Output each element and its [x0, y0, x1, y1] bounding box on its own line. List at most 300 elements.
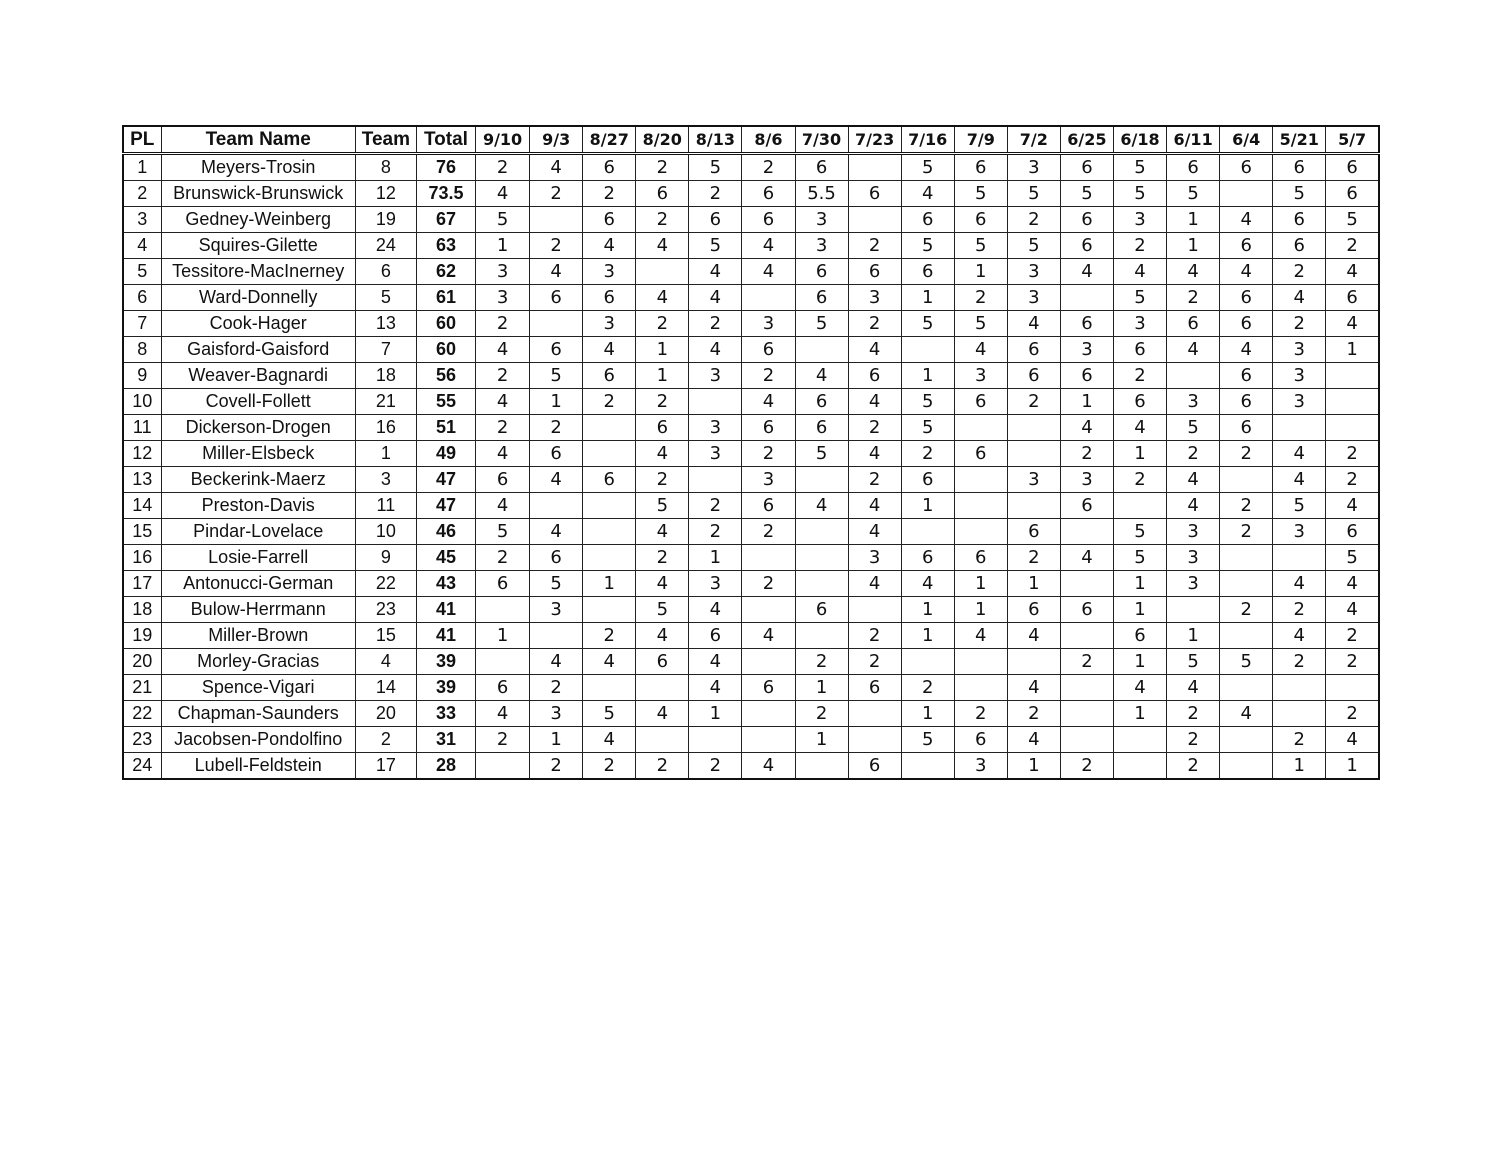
score-cell: 5 [636, 597, 689, 623]
score-cell: 2 [636, 467, 689, 493]
score-cell: 5 [1113, 181, 1166, 207]
score-cell [1273, 545, 1326, 571]
score-cell: 2 [476, 415, 530, 441]
score-cell: 2 [1273, 311, 1326, 337]
score-cell [583, 545, 636, 571]
score-cell: 5 [795, 311, 848, 337]
score-cell: 4 [636, 623, 689, 649]
score-cell [954, 519, 1007, 545]
team-name-cell: Chapman-Saunders [161, 701, 355, 727]
score-cell: 6 [848, 363, 901, 389]
score-cell: 1 [901, 285, 954, 311]
score-cell: 6 [530, 441, 583, 467]
score-cell: 3 [1167, 571, 1220, 597]
score-cell: 3 [848, 545, 901, 571]
score-cell: 2 [636, 389, 689, 415]
score-cell: 4 [530, 467, 583, 493]
score-cell: 1 [1167, 623, 1220, 649]
place-cell: 2 [123, 181, 161, 207]
score-cell: 4 [1326, 727, 1379, 753]
score-cell [848, 207, 901, 233]
score-cell: 5 [901, 389, 954, 415]
score-cell: 4 [689, 649, 742, 675]
score-cell: 1 [901, 701, 954, 727]
score-cell: 4 [1167, 675, 1220, 701]
score-cell: 6 [954, 154, 1007, 181]
score-cell: 2 [848, 649, 901, 675]
score-cell: 2 [530, 675, 583, 701]
table-row [123, 389, 1379, 415]
score-cell: 6 [583, 154, 636, 181]
team-number-cell: 4 [355, 649, 416, 675]
team-number-cell: 21 [355, 389, 416, 415]
score-cell: 3 [583, 259, 636, 285]
score-cell [530, 207, 583, 233]
score-cell: 2 [689, 753, 742, 780]
score-cell: 1 [636, 337, 689, 363]
score-cell: 1 [901, 597, 954, 623]
score-cell: 4 [1273, 285, 1326, 311]
score-cell: 2 [636, 311, 689, 337]
team-name-cell: Beckerink-Maerz [161, 467, 355, 493]
score-cell: 4 [476, 337, 530, 363]
team-name-cell: Jacobsen-Pondolfino [161, 727, 355, 753]
team-name-cell: Dickerson-Drogen [161, 415, 355, 441]
score-cell [795, 623, 848, 649]
score-cell [954, 493, 1007, 519]
total-cell: 41 [416, 597, 475, 623]
score-cell: 3 [476, 285, 530, 311]
table-row [123, 753, 1379, 780]
score-cell [636, 727, 689, 753]
team-number-cell: 15 [355, 623, 416, 649]
score-cell: 2 [1167, 441, 1220, 467]
total-cell: 39 [416, 649, 475, 675]
score-cell: 6 [1060, 311, 1113, 337]
score-cell: 2 [476, 311, 530, 337]
score-cell [954, 649, 1007, 675]
score-cell: 5 [954, 181, 1007, 207]
score-cell: 6 [1060, 493, 1113, 519]
score-cell: 5 [1007, 181, 1060, 207]
place-cell: 12 [123, 441, 161, 467]
score-cell: 4 [476, 181, 530, 207]
score-cell: 3 [1273, 519, 1326, 545]
column-header: Team Name [161, 126, 355, 154]
column-header: 8/27 [583, 126, 636, 154]
score-cell: 2 [583, 623, 636, 649]
score-cell: 6 [1273, 154, 1326, 181]
score-cell: 4 [901, 181, 954, 207]
score-cell: 2 [689, 493, 742, 519]
score-cell: 2 [795, 701, 848, 727]
score-cell: 4 [476, 441, 530, 467]
table-row [123, 493, 1379, 519]
total-cell: 60 [416, 311, 475, 337]
column-header: 8/20 [636, 126, 689, 154]
score-cell: 4 [742, 233, 795, 259]
table-row [123, 571, 1379, 597]
total-cell: 39 [416, 675, 475, 701]
place-cell: 17 [123, 571, 161, 597]
total-cell: 41 [416, 623, 475, 649]
score-cell: 2 [742, 441, 795, 467]
score-cell: 4 [583, 727, 636, 753]
score-cell: 4 [1007, 311, 1060, 337]
column-header: 8/6 [742, 126, 795, 154]
score-cell [1220, 623, 1273, 649]
score-cell [530, 623, 583, 649]
score-cell: 1 [901, 363, 954, 389]
score-cell: 4 [1326, 597, 1379, 623]
score-cell: 6 [1220, 415, 1273, 441]
score-cell: 1 [1113, 649, 1166, 675]
score-cell: 2 [742, 154, 795, 181]
team-name-cell: Lubell-Feldstein [161, 753, 355, 780]
score-cell: 2 [1326, 467, 1379, 493]
header-row [123, 126, 1379, 154]
score-cell: 1 [901, 623, 954, 649]
score-cell: 4 [1007, 675, 1060, 701]
score-cell: 6 [583, 363, 636, 389]
score-cell [530, 311, 583, 337]
score-cell: 4 [1220, 337, 1273, 363]
total-cell: 31 [416, 727, 475, 753]
score-cell: 6 [1007, 337, 1060, 363]
score-cell: 2 [476, 363, 530, 389]
score-cell: 2 [1007, 701, 1060, 727]
score-cell: 1 [476, 233, 530, 259]
score-cell: 2 [1060, 753, 1113, 780]
place-cell: 14 [123, 493, 161, 519]
score-cell [848, 154, 901, 181]
place-cell: 6 [123, 285, 161, 311]
score-cell: 4 [636, 701, 689, 727]
score-cell: 4 [742, 623, 795, 649]
score-cell: 6 [1060, 207, 1113, 233]
score-cell [583, 493, 636, 519]
score-cell [795, 753, 848, 780]
score-cell: 5 [1167, 181, 1220, 207]
score-cell: 5 [476, 207, 530, 233]
score-cell [954, 675, 1007, 701]
score-cell: 6 [1060, 233, 1113, 259]
team-number-cell: 3 [355, 467, 416, 493]
score-cell: 4 [1326, 259, 1379, 285]
total-cell: 28 [416, 753, 475, 780]
score-cell: 6 [583, 207, 636, 233]
score-cell: 4 [1060, 259, 1113, 285]
score-cell: 4 [1007, 623, 1060, 649]
score-cell [1167, 597, 1220, 623]
score-cell: 1 [901, 493, 954, 519]
score-cell: 2 [1060, 649, 1113, 675]
score-cell: 2 [1007, 545, 1060, 571]
table-row [123, 363, 1379, 389]
score-cell: 2 [848, 233, 901, 259]
score-cell [1007, 441, 1060, 467]
place-cell: 4 [123, 233, 161, 259]
score-cell: 2 [1273, 597, 1326, 623]
score-cell: 6 [1113, 337, 1166, 363]
score-cell [1007, 649, 1060, 675]
score-cell: 2 [1113, 467, 1166, 493]
score-cell: 2 [689, 181, 742, 207]
score-cell [689, 389, 742, 415]
score-cell: 5 [1326, 207, 1379, 233]
team-number-cell: 10 [355, 519, 416, 545]
place-cell: 15 [123, 519, 161, 545]
team-name-cell: Tessitore-MacInerney [161, 259, 355, 285]
total-cell: 63 [416, 233, 475, 259]
score-cell [1273, 675, 1326, 701]
score-cell: 1 [530, 389, 583, 415]
score-cell: 2 [1007, 389, 1060, 415]
score-cell: 6 [954, 389, 1007, 415]
table-row [123, 415, 1379, 441]
score-cell: 2 [1326, 233, 1379, 259]
score-cell: 6 [1326, 154, 1379, 181]
score-cell: 6 [848, 181, 901, 207]
score-cell [901, 753, 954, 780]
score-cell [742, 649, 795, 675]
score-cell: 3 [1273, 337, 1326, 363]
score-cell: 2 [1273, 649, 1326, 675]
team-number-cell: 18 [355, 363, 416, 389]
score-cell: 2 [1167, 701, 1220, 727]
column-header: 6/4 [1220, 126, 1273, 154]
score-cell: 5 [795, 441, 848, 467]
score-cell: 6 [530, 337, 583, 363]
total-cell: 47 [416, 467, 475, 493]
score-cell: 2 [1113, 363, 1166, 389]
score-cell [742, 285, 795, 311]
place-cell: 7 [123, 311, 161, 337]
score-cell: 4 [476, 389, 530, 415]
score-cell: 4 [848, 493, 901, 519]
team-name-cell: Meyers-Trosin [161, 154, 355, 181]
score-cell: 6 [1007, 597, 1060, 623]
score-cell: 6 [1326, 181, 1379, 207]
score-cell: 6 [742, 337, 795, 363]
team-number-cell: 8 [355, 154, 416, 181]
score-cell: 5 [583, 701, 636, 727]
score-cell [1326, 415, 1379, 441]
score-cell: 2 [848, 467, 901, 493]
total-cell: 60 [416, 337, 475, 363]
score-cell: 2 [1220, 519, 1273, 545]
score-cell: 2 [1220, 493, 1273, 519]
score-cell: 1 [689, 545, 742, 571]
score-cell: 4 [583, 649, 636, 675]
score-cell: 3 [742, 467, 795, 493]
score-cell [848, 727, 901, 753]
score-cell: 4 [742, 389, 795, 415]
place-cell: 11 [123, 415, 161, 441]
score-cell: 1 [795, 727, 848, 753]
column-header: 7/2 [1007, 126, 1060, 154]
score-cell: 5 [1326, 545, 1379, 571]
total-cell: 67 [416, 207, 475, 233]
score-cell [1060, 701, 1113, 727]
score-cell: 4 [1113, 259, 1166, 285]
score-cell: 6 [476, 571, 530, 597]
total-cell: 51 [416, 415, 475, 441]
score-cell: 6 [795, 285, 848, 311]
score-cell: 6 [689, 623, 742, 649]
score-cell [1167, 363, 1220, 389]
total-cell: 56 [416, 363, 475, 389]
score-cell: 1 [1060, 389, 1113, 415]
column-header: 9/10 [476, 126, 530, 154]
place-cell: 23 [123, 727, 161, 753]
score-cell [795, 337, 848, 363]
score-cell [1273, 415, 1326, 441]
score-cell: 4 [1167, 337, 1220, 363]
score-cell: 1 [1007, 571, 1060, 597]
score-cell: 6 [848, 259, 901, 285]
team-name-cell: Covell-Follett [161, 389, 355, 415]
score-cell: 2 [742, 363, 795, 389]
table-row [123, 233, 1379, 259]
team-name-cell: Bulow-Herrmann [161, 597, 355, 623]
score-cell [1007, 493, 1060, 519]
score-cell: 4 [954, 337, 1007, 363]
score-cell [1326, 675, 1379, 701]
score-cell: 6 [795, 154, 848, 181]
score-cell [583, 415, 636, 441]
score-cell: 5 [901, 154, 954, 181]
score-cell: 4 [1167, 259, 1220, 285]
score-cell [1220, 545, 1273, 571]
score-cell: 3 [476, 259, 530, 285]
score-cell: 4 [636, 571, 689, 597]
score-cell: 4 [1326, 571, 1379, 597]
score-cell: 3 [1060, 467, 1113, 493]
score-cell: 5 [1007, 233, 1060, 259]
score-cell: 3 [848, 285, 901, 311]
team-name-cell: Losie-Farrell [161, 545, 355, 571]
score-cell: 3 [689, 571, 742, 597]
column-header: 6/18 [1113, 126, 1166, 154]
score-cell: 2 [1273, 727, 1326, 753]
score-cell [636, 259, 689, 285]
team-name-cell: Morley-Gracias [161, 649, 355, 675]
score-cell: 4 [1167, 467, 1220, 493]
score-cell [476, 649, 530, 675]
score-cell: 3 [1007, 467, 1060, 493]
score-cell [1007, 415, 1060, 441]
score-cell: 1 [795, 675, 848, 701]
score-cell: 2 [689, 519, 742, 545]
place-cell: 20 [123, 649, 161, 675]
column-header: 6/25 [1060, 126, 1113, 154]
score-cell: 4 [530, 154, 583, 181]
score-cell: 3 [954, 753, 1007, 780]
score-cell: 5 [636, 493, 689, 519]
score-cell: 2 [1326, 623, 1379, 649]
score-cell: 6 [742, 493, 795, 519]
score-cell: 1 [689, 701, 742, 727]
team-name-cell: Gaisford-Gaisford [161, 337, 355, 363]
table-row [123, 207, 1379, 233]
score-cell [1060, 285, 1113, 311]
score-cell: 4 [901, 571, 954, 597]
score-cell [1060, 571, 1113, 597]
score-cell: 6 [636, 181, 689, 207]
score-cell: 1 [583, 571, 636, 597]
score-cell [954, 467, 1007, 493]
score-cell: 2 [636, 753, 689, 780]
score-cell [1060, 727, 1113, 753]
score-cell: 6 [954, 545, 1007, 571]
score-cell: 6 [476, 467, 530, 493]
score-cell: 4 [848, 337, 901, 363]
score-cell: 6 [795, 389, 848, 415]
team-number-cell: 24 [355, 233, 416, 259]
place-cell: 5 [123, 259, 161, 285]
score-cell: 6 [583, 467, 636, 493]
table-row [123, 701, 1379, 727]
score-cell: 4 [1273, 467, 1326, 493]
table-row [123, 311, 1379, 337]
score-cell: 2 [848, 623, 901, 649]
team-number-cell: 5 [355, 285, 416, 311]
total-cell: 43 [416, 571, 475, 597]
score-cell: 5 [1273, 493, 1326, 519]
score-cell: 4 [954, 623, 1007, 649]
score-cell [476, 753, 530, 780]
score-cell: 6 [636, 415, 689, 441]
score-cell: 6 [1220, 311, 1273, 337]
team-name-cell: Weaver-Bagnardi [161, 363, 355, 389]
score-cell: 5 [1113, 154, 1166, 181]
team-number-cell: 22 [355, 571, 416, 597]
score-cell: 1 [476, 623, 530, 649]
score-cell: 4 [848, 519, 901, 545]
team-name-cell: Miller-Elsbeck [161, 441, 355, 467]
score-cell: 4 [742, 753, 795, 780]
score-cell: 4 [530, 519, 583, 545]
score-cell: 6 [954, 441, 1007, 467]
score-cell: 6 [530, 285, 583, 311]
score-cell [1220, 727, 1273, 753]
score-cell: 3 [1007, 154, 1060, 181]
score-cell: 1 [1326, 337, 1379, 363]
team-number-cell: 16 [355, 415, 416, 441]
score-cell: 3 [1167, 519, 1220, 545]
score-cell: 4 [689, 285, 742, 311]
score-cell: 6 [1220, 389, 1273, 415]
score-cell [954, 415, 1007, 441]
table-row [123, 519, 1379, 545]
score-cell: 4 [583, 233, 636, 259]
score-cell: 5 [901, 727, 954, 753]
score-cell: 6 [1060, 363, 1113, 389]
score-cell: 6 [1273, 233, 1326, 259]
score-cell: 3 [583, 311, 636, 337]
score-cell: 2 [636, 207, 689, 233]
column-header: Total [416, 126, 475, 154]
score-cell: 4 [1326, 493, 1379, 519]
table-row [123, 675, 1379, 701]
place-cell: 13 [123, 467, 161, 493]
place-cell: 18 [123, 597, 161, 623]
team-number-cell: 23 [355, 597, 416, 623]
place-cell: 24 [123, 753, 161, 780]
team-number-cell: 7 [355, 337, 416, 363]
score-cell: 6 [742, 415, 795, 441]
